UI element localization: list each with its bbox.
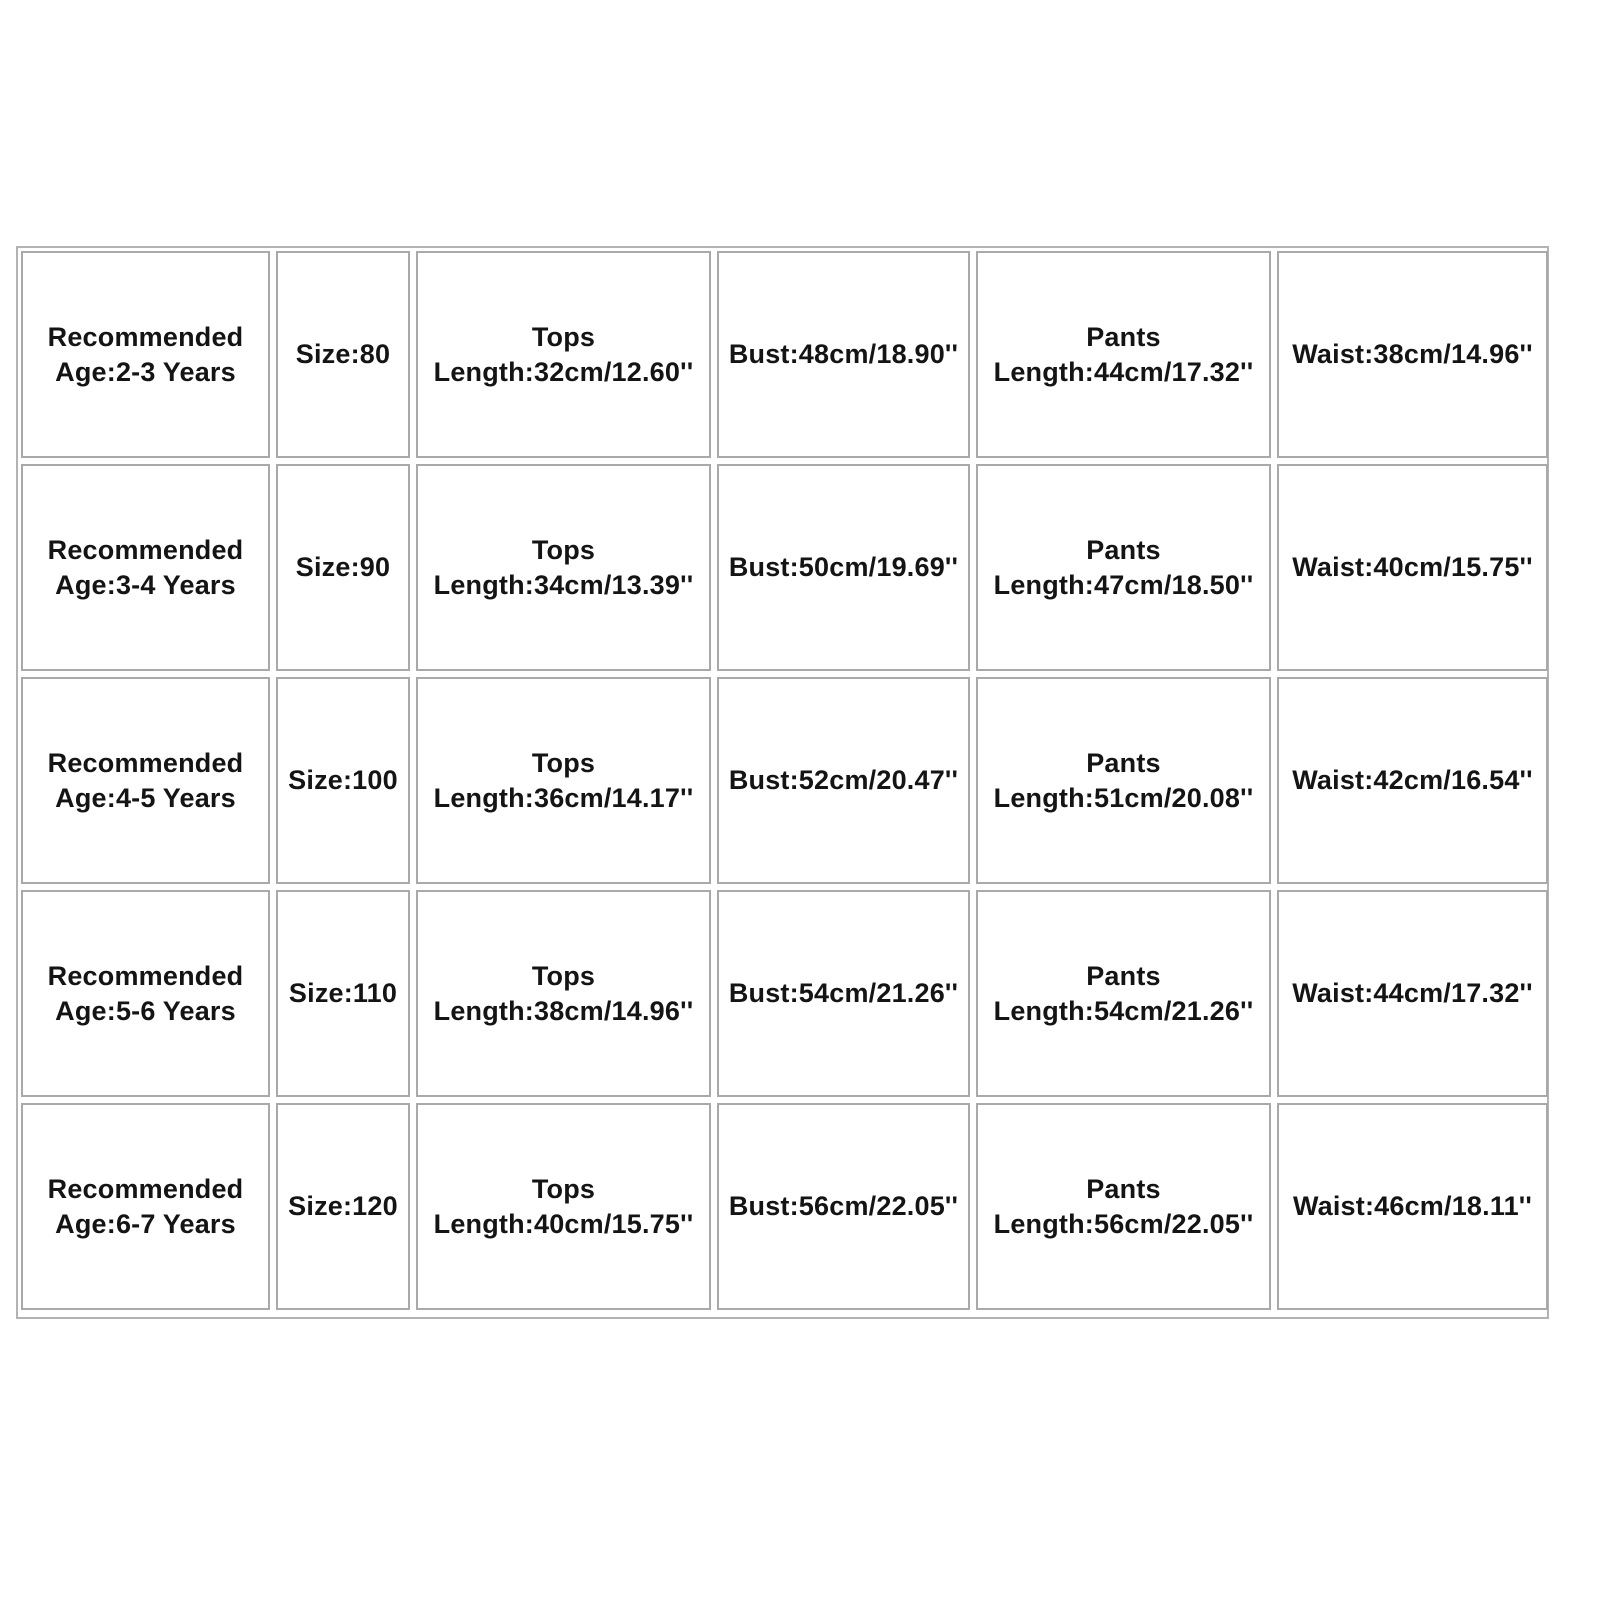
tops-length-label: Tops Length:32cm/12.60'' [433, 321, 694, 387]
size-cell [276, 890, 410, 1097]
size-label: Size:110 [288, 978, 398, 1008]
bust-label: Bust:50cm/19.69'' [728, 552, 959, 582]
tops-length-cell [416, 464, 711, 671]
size-label: Size:120 [288, 1191, 398, 1221]
waist-cell [1277, 677, 1548, 884]
pants-length-cell [976, 464, 1271, 671]
waist-label: Waist:38cm/14.96'' [1292, 339, 1533, 369]
size-label: Size:90 [295, 552, 391, 582]
pants-length-cell [976, 677, 1271, 884]
size-cell [276, 464, 410, 671]
waist-cell [1277, 251, 1548, 458]
size-label: Size:100 [288, 765, 398, 795]
waist-label: Waist:42cm/16.54'' [1292, 765, 1533, 795]
pants-length-label: Pants Length:56cm/22.05'' [993, 1173, 1254, 1239]
tops-length-cell [416, 677, 711, 884]
size-cell [276, 251, 410, 458]
age-cell [21, 677, 270, 884]
age-cell [21, 1103, 270, 1310]
pants-length-cell [976, 1103, 1271, 1310]
age-cell [21, 464, 270, 671]
tops-length-label: Tops Length:36cm/14.17'' [433, 747, 694, 813]
waist-cell [1277, 1103, 1548, 1310]
waist-label: Waist:44cm/17.32'' [1292, 978, 1533, 1008]
size-cell [276, 1103, 410, 1310]
size-cell [276, 677, 410, 884]
age-cell [21, 251, 270, 458]
age-label: Recommended Age:5-6 Years [47, 960, 244, 1026]
pants-length-label: Pants Length:54cm/21.26'' [993, 960, 1254, 1026]
pants-length-label: Pants Length:44cm/17.32'' [993, 321, 1254, 387]
bust-cell [717, 464, 970, 671]
tops-length-label: Tops Length:38cm/14.96'' [433, 960, 694, 1026]
tops-length-label: Tops Length:40cm/15.75'' [433, 1173, 694, 1239]
waist-cell [1277, 890, 1548, 1097]
age-label: Recommended Age:4-5 Years [47, 747, 244, 813]
tops-length-cell [416, 251, 711, 458]
waist-cell [1277, 464, 1548, 671]
bust-label: Bust:52cm/20.47'' [728, 765, 959, 795]
pants-length-label: Pants Length:47cm/18.50'' [993, 534, 1254, 600]
waist-label: Waist:40cm/15.75'' [1292, 552, 1533, 582]
tops-length-label: Tops Length:34cm/13.39'' [433, 534, 694, 600]
bust-cell [717, 677, 970, 884]
age-label: Recommended Age:3-4 Years [47, 534, 244, 600]
age-label: Recommended Age:2-3 Years [47, 321, 244, 387]
bust-label: Bust:54cm/21.26'' [728, 978, 959, 1008]
tops-length-cell [416, 890, 711, 1097]
pants-length-cell [976, 251, 1271, 458]
bust-cell [717, 890, 970, 1097]
bust-label: Bust:48cm/18.90'' [728, 339, 959, 369]
age-label: Recommended Age:6-7 Years [47, 1173, 244, 1239]
bust-label: Bust:56cm/22.05'' [728, 1191, 959, 1221]
size-label: Size:80 [295, 339, 391, 369]
size-chart-table [16, 246, 1549, 1319]
pants-length-label: Pants Length:51cm/20.08'' [993, 747, 1254, 813]
pants-length-cell [976, 890, 1271, 1097]
waist-label: Waist:46cm/18.11'' [1292, 1191, 1533, 1221]
age-cell [21, 890, 270, 1097]
bust-cell [717, 251, 970, 458]
bust-cell [717, 1103, 970, 1310]
tops-length-cell [416, 1103, 711, 1310]
